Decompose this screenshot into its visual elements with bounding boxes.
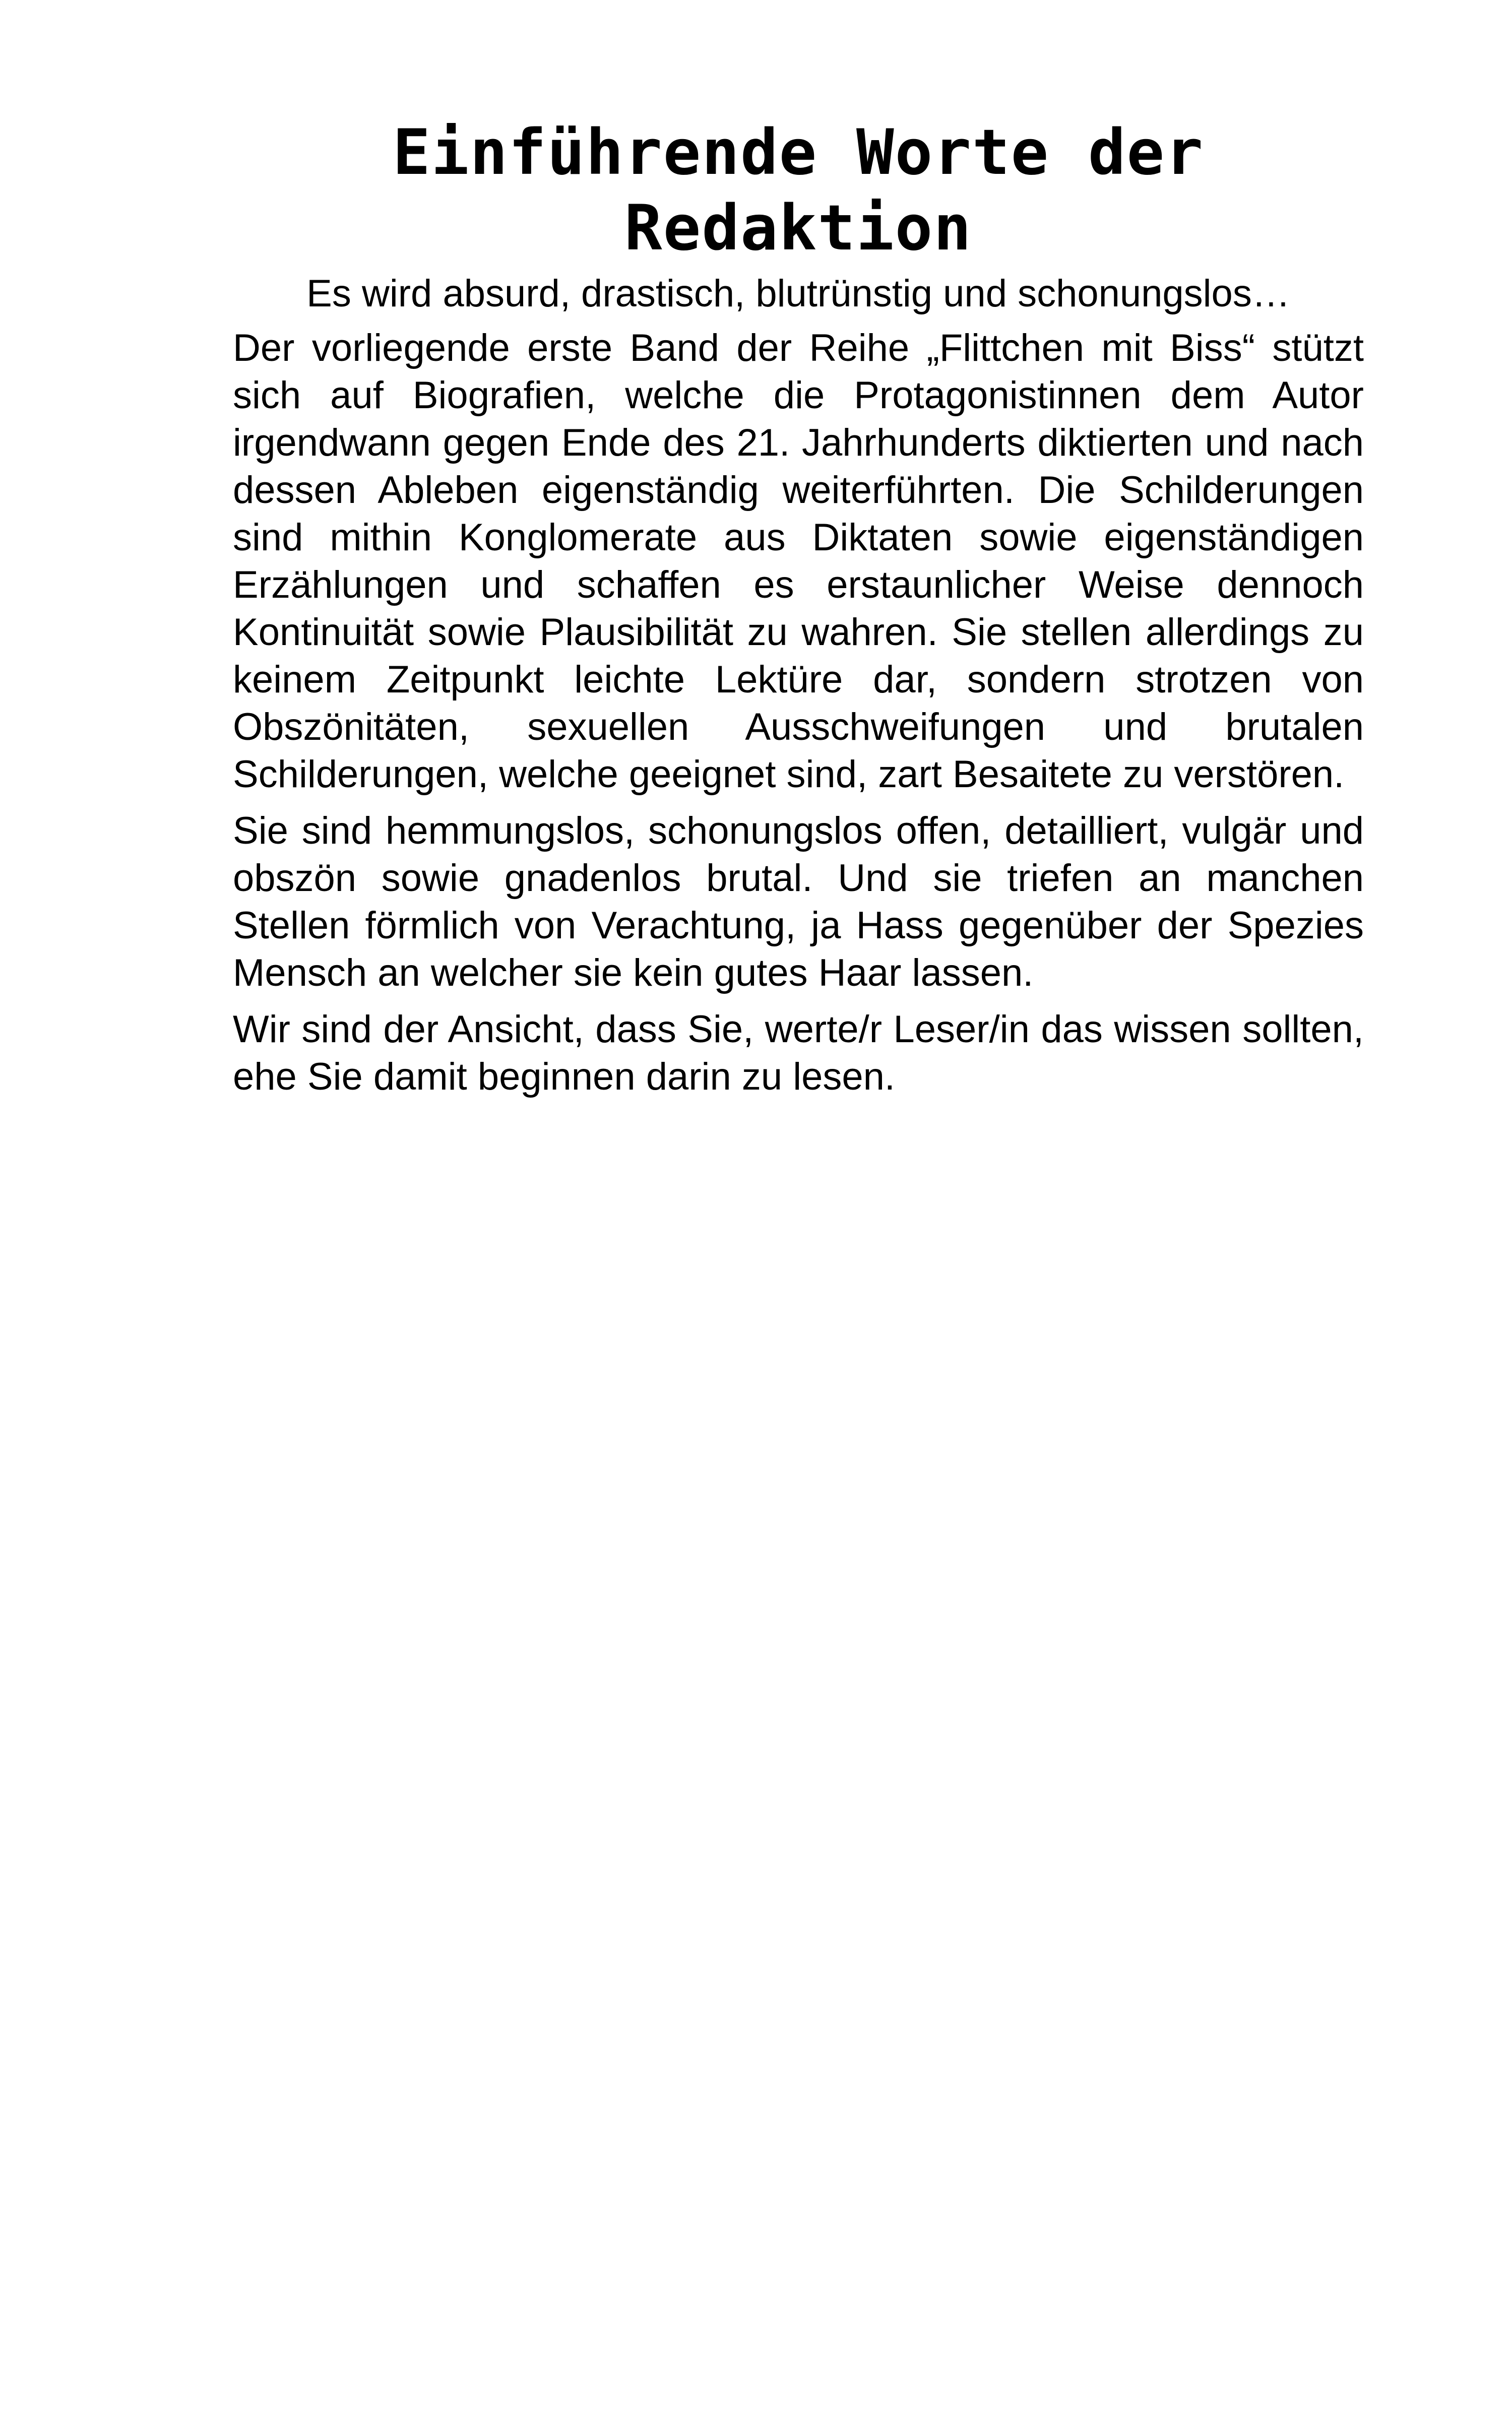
body-paragraph-2: Sie sind hemmungslos, schonungslos offen, detailliert, vulgär und obszön sowie gnadenlos brutal. Und sie triefen an manchen Stellen förmlich von Verachtung, ja Hass gegenüber der Spezies Mensch an welcher sie kein gutes Haar lassen. (233, 809, 1364, 994)
page-content (233, 115, 1364, 1101)
body-paragraph-1: Der vorliegende erste Band der Reihe „Flittchen mit Biss“ stützt sich auf Biografien, welche die Protagonistinnen dem Autor irgendwann gegen Ende des 21. Jahrhunderts diktierten und nach dessen Ableben eigenständig weiterführten. Die Schilderungen sind mithin Konglomerate aus Diktaten sowie eigenständigen Erzählungen und schaffen es erstaunlicher Weise dennoch Kontinuität sowie Plausibilität zu wahren. Sie stellen allerdings zu keinem Zeitpunkt leichte Lektüre dar, sondern strotzen von Obszönitäten, sexuellen Ausschweifungen und brutalen Schilderungen, welche geeignet sind, zart Besaitete zu verstören. (233, 327, 1364, 796)
intro-line: Es wird absurd, drastisch, blutrünstig und schonungslos… (306, 272, 1290, 315)
page-title: Einführende Worte der Redaktion (393, 116, 1204, 265)
body-paragraph-3: Wir sind der Ansicht, dass Sie, werte/r Leser/in das wissen sollten, ehe Sie damit beginnen darin zu lesen. (233, 1008, 1364, 1098)
